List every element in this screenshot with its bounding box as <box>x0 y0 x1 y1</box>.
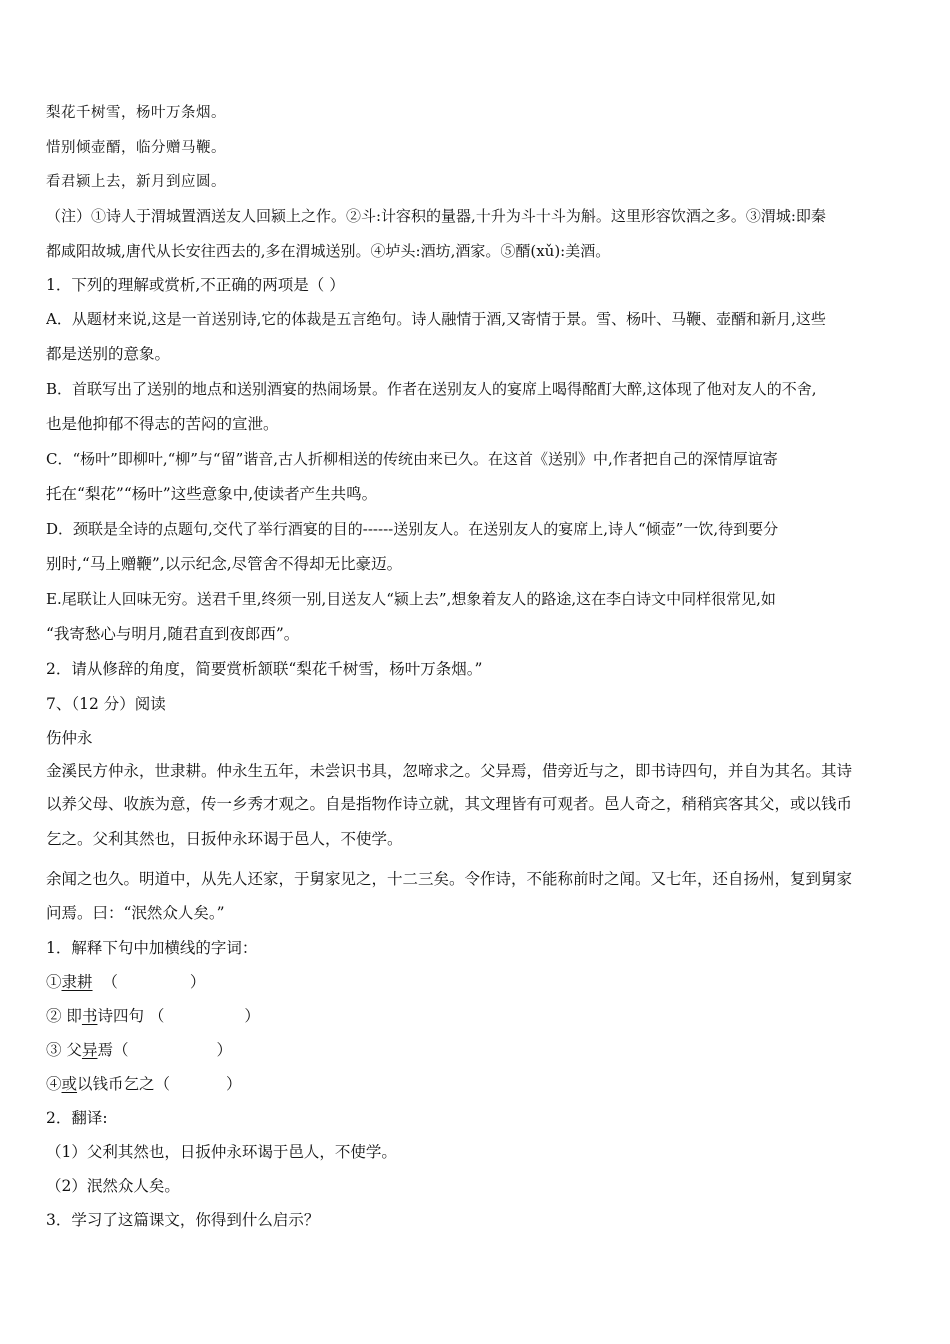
section-7-heading: 7、（12 分）阅读 <box>46 695 166 713</box>
passage-p2-line-2: 问焉。曰：“泯然众人矣。” <box>46 904 225 922</box>
sub-question-1-stem: 1．解释下句中加横线的字词： <box>46 939 258 957</box>
item-d-number: ④ <box>46 1075 62 1093</box>
item-d-underlined-word: 或 <box>61 1075 78 1093</box>
sub-question-2-stem: 2．翻译: <box>46 1109 108 1127</box>
sub-question-3-stem: 3．学习了这篇课文，你得到什么启示？ <box>46 1211 320 1229</box>
item-b-suffix: 诗四句 （ <box>97 1007 165 1025</box>
option-d-line-1: D．颈联是全诗的点题句,交代了举行酒宴的目的------送别友人。在送别友人的宴席上,诗人“倾壶”一饮,待到要分 <box>46 520 779 538</box>
option-a-line-1: A．从题材来说,这是一首送别诗,它的体裁是五言绝句。诗人融情于酒,又寄情于景。雪、杨叶、马鞭、壶醑和新月,这些 <box>46 310 826 328</box>
item-c-underlined-word: 异 <box>81 1041 98 1059</box>
item-b-close-paren: ） <box>244 1007 260 1025</box>
item-c-close-paren: ） <box>216 1041 232 1059</box>
item-d-close-paren: ） <box>226 1075 242 1093</box>
passage-p1-line-2: 以养父母、收族为意，传一乡秀才观之。自是指物作诗立就，其文理皆有可观者。邑人奇之，稍稍宾客其父，或以钱币 <box>46 795 853 813</box>
option-b-line-2: 也是他抑郁不得志的苦闷的宣泄。 <box>46 415 279 433</box>
passage-p2-line-1: 余闻之也久。明道中，从先人还家，于舅家见之，十二三矣。令作诗，不能称前时之闻。又七年，还自扬州，复到舅家 <box>46 870 853 888</box>
option-e-line-2: “我寄愁心与明月,随君直到夜郎西”。 <box>46 625 300 643</box>
item-a-number: ① <box>46 973 62 991</box>
question-1-stem: 1．下列的理解或赏析,不正确的两项是（ ） <box>46 276 345 294</box>
item-b-prefix: ② 即 <box>46 1007 82 1025</box>
passage-title: 伤仲永 <box>46 729 93 747</box>
sub-question-2-item-1: （1）父利其然也，日扳仲永环谒于邑人，不使学。 <box>46 1143 397 1161</box>
option-a-line-2: 都是送别的意象。 <box>46 345 171 363</box>
sub-question-1-item-a <box>46 971 916 993</box>
option-e-line-1: E.尾联让人回味无穷。送君千里,终须一别,目送友人“颍上去”,想象着友人的路途,这在李白诗文中同样很常见,如 <box>46 590 776 608</box>
note-line-1: （注）①诗人于渭城置酒送友人回颍上之作。②斗:计容积的量器,十升为斗十斗为斛。这里形容饮酒之多。③渭城:即秦 <box>46 207 826 225</box>
item-c-prefix: ③ 父 <box>46 1041 82 1059</box>
item-a-open-paren: （ <box>102 973 118 991</box>
sub-question-1-item-c <box>46 1039 916 1061</box>
note-line-2: 都咸阳故城,唐代从长安往西去的,多在渭城送别。④垆头:酒坊,酒家。⑤醑(xǔ):美酒。 <box>46 242 611 260</box>
passage-p1-line-1: 金溪民方仲永，世隶耕。仲永生五年，未尝识书具，忽啼求之。父异焉，借旁近与之，即书诗四句，并自为其名。其诗 <box>46 762 853 780</box>
option-c-line-1: C．“杨叶”即柳叶,“柳”与“留”谐音,古人折柳相送的传统由来已久。在这首《送别》中,作者把自己的深情厚谊寄 <box>46 450 778 468</box>
sub-question-2-item-2: （2）泯然众人矣。 <box>46 1177 180 1195</box>
option-b-line-1: B．首联写出了送别的地点和送别酒宴的热闹场景。作者在送别友人的宴席上喝得酩酊大醉,这体现了他对友人的不舍, <box>46 380 817 398</box>
option-c-line-2: 托在“梨花”“杨叶”这些意象中,使读者产生共鸣。 <box>46 485 378 503</box>
sub-question-1-item-b <box>46 1005 916 1027</box>
item-b-underlined-word: 书 <box>81 1007 98 1025</box>
item-d-suffix: 以钱币乞之（ <box>77 1075 171 1093</box>
sub-question-1-item-d <box>46 1073 916 1095</box>
poem-line-2: 惜别倾壶醑，临分赠马鞭。 <box>46 140 226 156</box>
item-c-suffix: 焉（ <box>97 1041 129 1059</box>
item-a-underlined-word: 隶耕 <box>61 973 93 991</box>
item-a-close-paren: ） <box>189 973 206 991</box>
poem-line-1: 梨花千树雪，杨叶万条烟。 <box>46 105 226 121</box>
poem-line-3: 看君颍上去，新月到应圆。 <box>46 174 226 190</box>
passage-p1-line-3: 乞之。父利其然也，日扳仲永环谒于邑人，不使学。 <box>46 830 403 848</box>
question-2: 2．请从修辞的角度，简要赏析颔联“梨花千树雪，杨叶万条烟。” <box>46 660 483 678</box>
option-d-line-2: 别时,“马上赠鞭”,以示纪念,尽管舍不得却无比豪迈。 <box>46 555 403 573</box>
